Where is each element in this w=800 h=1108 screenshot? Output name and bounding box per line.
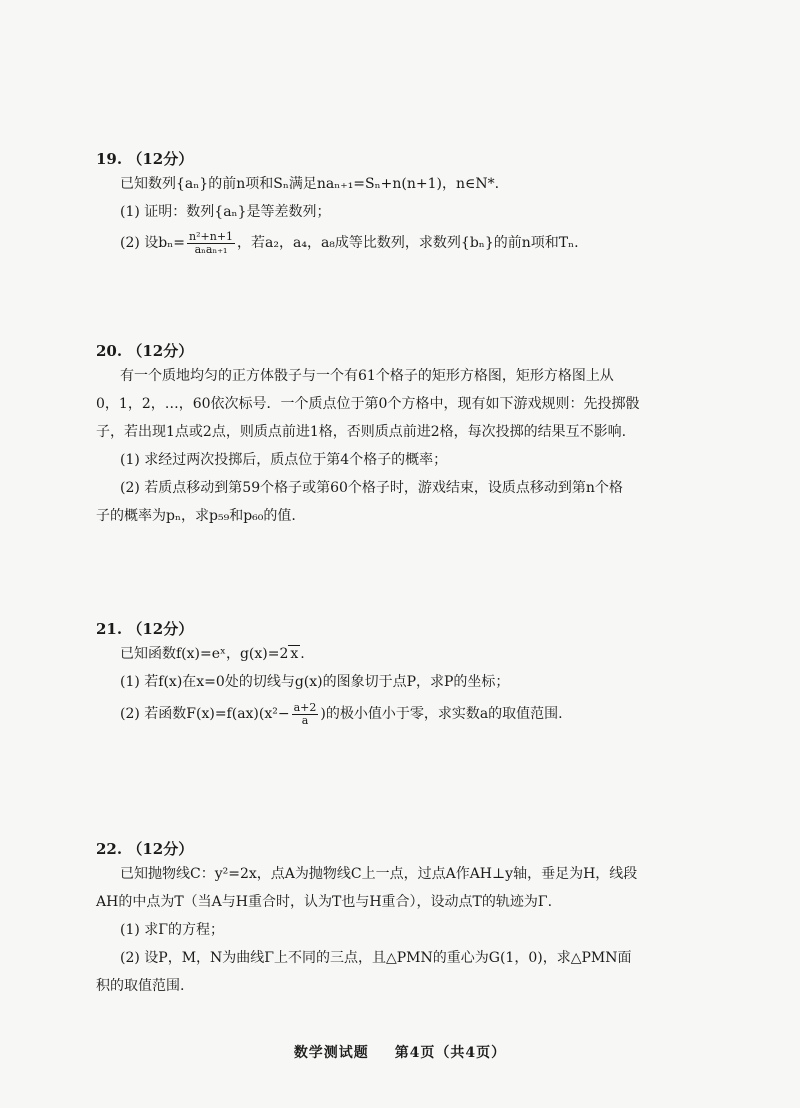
problem-22-statement-cont: AH的中点为T（当A与H重合时，认为T也与H重合），设动点T的轨迹为Γ. [96, 894, 553, 910]
problem-number: 19. [96, 150, 123, 168]
problem-20-line: 子，若出现1点或2点，则质点前进1格，否则质点前进2格，每次投掷的结果互不影响. [96, 424, 627, 440]
problem-20-part1: (1) 求经过两次投掷后，质点位于第4个格子的概率； [120, 452, 448, 468]
problem-20-part2-cont: 子的概率为pₙ，求p₅₉和p₆₀的值. [96, 508, 296, 524]
problem-20-line: 有一个质地均匀的正方体骰子与一个有61个格子的矩形方格图，矩形方格图上从 [120, 368, 614, 384]
problem-19-header [96, 148, 716, 170]
problem-score: （12分） [127, 342, 194, 360]
footer-subject: 数学测试题 [293, 1045, 369, 1061]
problem-19-statement: 已知数列{aₙ}的前n项和Sₙ满足naₙ₊₁=Sₙ+n(n+1)，n∈N*. [120, 176, 500, 192]
problem-22-part2: (2) 设P，M，N为曲线Γ上不同的三点，且△PMN的重心为G(1，0)，求△PMN面 [120, 950, 632, 966]
problem-22-statement: 已知抛物线C：y²=2x，点A为抛物线C上一点，过点A作AH⊥y轴，垂足为H，线段 [120, 866, 638, 882]
problem-22 [96, 838, 716, 1000]
problem-22-part2-cont: 积的取值范围. [96, 978, 185, 994]
problem-20 [96, 340, 716, 530]
problem-21-statement: 已知函数f(x)=eˣ，g(x)=2 x . [120, 646, 305, 662]
sqrt: x [290, 646, 299, 662]
problem-21-part2: (2) 若函数F(x)=f(ax)(x²− $\frac{a+2}{a}$ )的极小值小于零，求实数a的取值范围. [120, 700, 563, 727]
problem-21 [96, 618, 716, 732]
page-footer [0, 1042, 800, 1062]
problem-22-part1: (1) 求Γ的方程； [120, 922, 224, 938]
problem-20-line: 0，1，2，…，60依次标号．一个质点位于第0个方格中，现有如下游戏规则：先投掷骰 [96, 396, 640, 412]
problem-score: （12分） [127, 150, 194, 168]
problem-19-part1: (1) 证明：数列{aₙ}是等差数列； [120, 204, 331, 220]
fraction: $\frac{\text{n²+n+1}}{\text{aₙaₙ₊₁}}$ [189, 229, 234, 256]
problem-number: 22. [96, 840, 123, 858]
problem-22-header [96, 838, 716, 860]
problem-20-part2: (2) 若质点移动到第59个格子或第60个格子时，游戏结束，设质点移动到第n个格 [120, 480, 623, 496]
footer-page-number: 第4页（共4页） [394, 1045, 507, 1061]
problem-21-header [96, 618, 716, 640]
problem-19-part2: (2) 设bₙ= $\frac{\text{n²+n+1}}{\text{aₙaₙ₊₁}}$ ，若a₂，a₄，a₈成等比数列，求数列{bₙ}的前n项和Tₙ. [120, 229, 579, 256]
problem-21-part1: (1) 若f(x)在x=0处的切线与g(x)的图象切于点P，求P的坐标； [120, 674, 510, 690]
problem-number: 21. [96, 620, 123, 638]
fraction: $\frac{a+2}{a}$ [293, 700, 317, 727]
problem-score: （12分） [127, 620, 194, 638]
problem-19 [96, 148, 716, 260]
problem-20-header [96, 340, 716, 362]
problem-number: 20. [96, 342, 123, 360]
problem-score: （12分） [127, 840, 194, 858]
